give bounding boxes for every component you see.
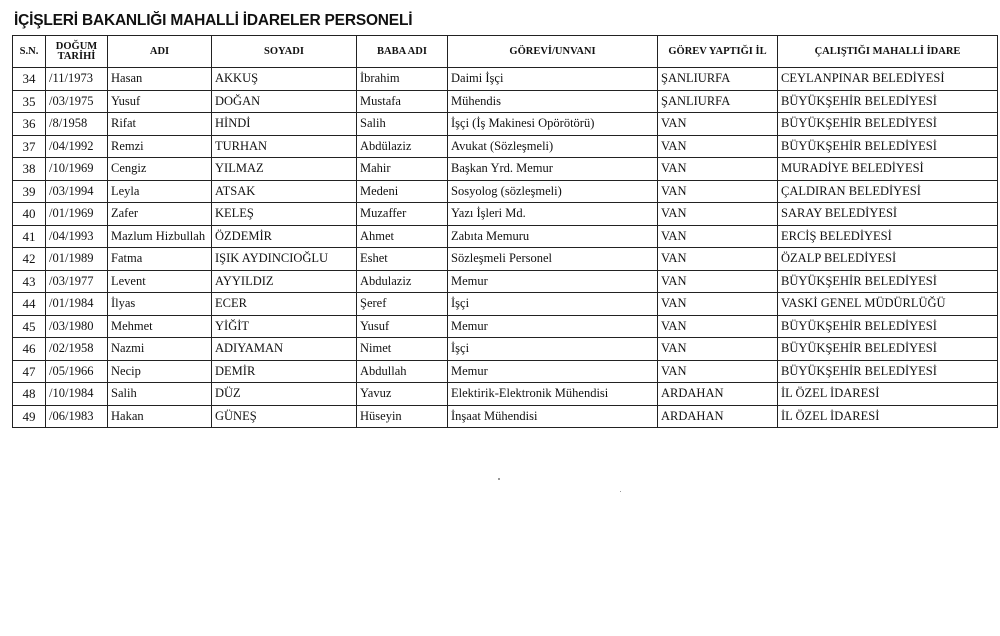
cell-gorevi: Başkan Yrd. Memur — [448, 158, 658, 181]
cell-gorevi: İşçi (İş Makinesi Opörötörü) — [448, 113, 658, 136]
cell-adi: Mazlum Hizbullah — [108, 225, 212, 248]
cell-idare: SARAY BELEDİYESİ — [778, 203, 998, 226]
cell-sn: 39 — [13, 180, 46, 203]
cell-gorev-il: VAN — [658, 113, 778, 136]
cell-baba-adi: Nimet — [357, 338, 448, 361]
cell-adi: Rifat — [108, 113, 212, 136]
cell-dogum-tarihi: /01/1969 — [46, 203, 108, 226]
cell-baba-adi: İbrahim — [357, 68, 448, 91]
cell-gorev-il: ŞANLIURFA — [658, 90, 778, 113]
cell-baba-adi: Muzaffer — [357, 203, 448, 226]
cell-gorevi: Zabıta Memuru — [448, 225, 658, 248]
cell-soyadi: ÖZDEMİR — [212, 225, 357, 248]
personnel-table — [12, 35, 998, 428]
cell-sn: 37 — [13, 135, 46, 158]
cell-adi: Cengiz — [108, 158, 212, 181]
cell-adi: Fatma — [108, 248, 212, 271]
cell-soyadi: TURHAN — [212, 135, 357, 158]
cell-soyadi: IŞIK AYDINCIOĞLU — [212, 248, 357, 271]
cell-soyadi: DOĞAN — [212, 90, 357, 113]
cell-soyadi: DÜZ — [212, 383, 357, 406]
cell-dogum-tarihi: /06/1983 — [46, 405, 108, 428]
cell-adi: Salih — [108, 383, 212, 406]
cell-soyadi: DEMİR — [212, 360, 357, 383]
cell-idare: BÜYÜKŞEHİR BELEDİYESİ — [778, 315, 998, 338]
cell-gorevi: Sosyolog (sözleşmeli) — [448, 180, 658, 203]
cell-dogum-tarihi: /03/1980 — [46, 315, 108, 338]
table-row — [13, 270, 998, 293]
cell-sn: 48 — [13, 383, 46, 406]
cell-gorev-il: VAN — [658, 180, 778, 203]
table-row — [13, 90, 998, 113]
cell-idare: BÜYÜKŞEHİR BELEDİYESİ — [778, 135, 998, 158]
table-row — [13, 158, 998, 181]
cell-soyadi: HİNDİ — [212, 113, 357, 136]
cell-adi: Levent — [108, 270, 212, 293]
cell-adi: Yusuf — [108, 90, 212, 113]
cell-gorev-il: ŞANLIURFA — [658, 68, 778, 91]
cell-dogum-tarihi: /03/1975 — [46, 90, 108, 113]
cell-baba-adi: Ahmet — [357, 225, 448, 248]
table-row — [13, 338, 998, 361]
cell-baba-adi: Mahir — [357, 158, 448, 181]
cell-baba-adi: Abdullah — [357, 360, 448, 383]
cell-dogum-tarihi: /01/1984 — [46, 293, 108, 316]
header-adi: ADI — [108, 36, 212, 68]
cell-idare: ÖZALP BELEDİYESİ — [778, 248, 998, 271]
cell-gorevi: İşçi — [448, 293, 658, 316]
cell-dogum-tarihi: /02/1958 — [46, 338, 108, 361]
cell-sn: 47 — [13, 360, 46, 383]
header-gorev-il: GÖREV YAPTIĞI İL — [658, 36, 778, 68]
cell-gorev-il: VAN — [658, 270, 778, 293]
table-row — [13, 405, 998, 428]
table-row — [13, 225, 998, 248]
cell-idare: İL ÖZEL İDARESİ — [778, 383, 998, 406]
table-row — [13, 293, 998, 316]
cell-adi: Leyla — [108, 180, 212, 203]
table-row — [13, 135, 998, 158]
table-row — [13, 113, 998, 136]
cell-baba-adi: Eshet — [357, 248, 448, 271]
cell-idare: ÇALDIRAN BELEDİYESİ — [778, 180, 998, 203]
cell-dogum-tarihi: /10/1969 — [46, 158, 108, 181]
cell-soyadi: YİĞİT — [212, 315, 357, 338]
cell-dogum-tarihi: /01/1989 — [46, 248, 108, 271]
cell-dogum-tarihi: /04/1993 — [46, 225, 108, 248]
cell-gorev-il: ARDAHAN — [658, 405, 778, 428]
cell-adi: Mehmet — [108, 315, 212, 338]
cell-gorevi: İşçi — [448, 338, 658, 361]
cell-gorevi: İnşaat Mühendisi — [448, 405, 658, 428]
cell-gorev-il: VAN — [658, 315, 778, 338]
header-dogum-line2: TARİHİ — [57, 50, 96, 62]
cell-gorev-il: VAN — [658, 225, 778, 248]
cell-adi: Remzi — [108, 135, 212, 158]
cell-baba-adi: Yavuz — [357, 383, 448, 406]
cell-baba-adi: Yusuf — [357, 315, 448, 338]
document-title: İÇİŞLERİ BAKANLIĞI MAHALLİ İDARELER PERSONELİ — [14, 12, 413, 29]
cell-soyadi: AYYILDIZ — [212, 270, 357, 293]
cell-baba-adi: Abdulaziz — [357, 270, 448, 293]
header-sn: S.N. — [13, 36, 46, 68]
cell-gorev-il: VAN — [658, 135, 778, 158]
header-dogum-line1: DOĞUM — [55, 40, 98, 52]
table-row — [13, 383, 998, 406]
table-row — [13, 360, 998, 383]
cell-gorev-il: VAN — [658, 158, 778, 181]
header-baba-adi: BABA ADI — [357, 36, 448, 68]
table-row — [13, 203, 998, 226]
cell-gorevi: Mühendis — [448, 90, 658, 113]
cell-idare: BÜYÜKŞEHİR BELEDİYESİ — [778, 270, 998, 293]
table-body — [13, 68, 998, 428]
cell-soyadi: YILMAZ — [212, 158, 357, 181]
cell-adi: Necip — [108, 360, 212, 383]
cell-gorev-il: VAN — [658, 293, 778, 316]
cell-dogum-tarihi: /03/1977 — [46, 270, 108, 293]
cell-idare: BÜYÜKŞEHİR BELEDİYESİ — [778, 360, 998, 383]
cell-sn: 49 — [13, 405, 46, 428]
cell-baba-adi: Abdülaziz — [357, 135, 448, 158]
cell-gorev-il: VAN — [658, 248, 778, 271]
cell-gorevi: Yazı İşleri Md. — [448, 203, 658, 226]
cell-dogum-tarihi: /10/1984 — [46, 383, 108, 406]
cell-gorevi: Daimi İşçi — [448, 68, 658, 91]
cell-dogum-tarihi: /03/1994 — [46, 180, 108, 203]
cell-idare: ERCİŞ BELEDİYESİ — [778, 225, 998, 248]
cell-gorevi: Memur — [448, 315, 658, 338]
cell-soyadi: GÜNEŞ — [212, 405, 357, 428]
cell-adi: Nazmi — [108, 338, 212, 361]
cell-sn: 44 — [13, 293, 46, 316]
table-header — [13, 36, 998, 68]
cell-idare: BÜYÜKŞEHİR BELEDİYESİ — [778, 113, 998, 136]
table-row — [13, 68, 998, 91]
header-soyadi: SOYADI — [212, 36, 357, 68]
cell-sn: 35 — [13, 90, 46, 113]
cell-idare: BÜYÜKŞEHİR BELEDİYESİ — [778, 338, 998, 361]
cell-baba-adi: Mustafa — [357, 90, 448, 113]
cell-dogum-tarihi: /8/1958 — [46, 113, 108, 136]
cell-baba-adi: Medeni — [357, 180, 448, 203]
cell-sn: 46 — [13, 338, 46, 361]
cell-gorevi: Avukat (Sözleşmeli) — [448, 135, 658, 158]
cell-baba-adi: Salih — [357, 113, 448, 136]
cell-gorevi: Sözleşmeli Personel — [448, 248, 658, 271]
header-dogum-tarihi — [46, 36, 108, 68]
cell-soyadi: AKKUŞ — [212, 68, 357, 91]
header-idare: ÇALIŞTIĞI MAHALLİ İDARE — [778, 36, 998, 68]
header-row — [13, 36, 998, 68]
cell-sn: 42 — [13, 248, 46, 271]
cell-dogum-tarihi: /04/1992 — [46, 135, 108, 158]
table-row — [13, 248, 998, 271]
cell-gorev-il: VAN — [658, 360, 778, 383]
cell-adi: Hasan — [108, 68, 212, 91]
cell-baba-adi: Şeref — [357, 293, 448, 316]
cell-gorev-il: VAN — [658, 203, 778, 226]
scan-speck — [498, 478, 500, 480]
cell-sn: 41 — [13, 225, 46, 248]
cell-gorev-il: VAN — [658, 338, 778, 361]
cell-adi: Zafer — [108, 203, 212, 226]
cell-sn: 40 — [13, 203, 46, 226]
cell-sn: 45 — [13, 315, 46, 338]
cell-idare: İL ÖZEL İDARESİ — [778, 405, 998, 428]
cell-dogum-tarihi: /05/1966 — [46, 360, 108, 383]
cell-sn: 36 — [13, 113, 46, 136]
cell-soyadi: ATSAK — [212, 180, 357, 203]
scan-speck — [620, 491, 621, 492]
cell-adi: İlyas — [108, 293, 212, 316]
cell-sn: 43 — [13, 270, 46, 293]
cell-adi: Hakan — [108, 405, 212, 428]
cell-idare: BÜYÜKŞEHİR BELEDİYESİ — [778, 90, 998, 113]
cell-sn: 38 — [13, 158, 46, 181]
cell-gorevi: Elektirik-Elektronik Mühendisi — [448, 383, 658, 406]
table-row — [13, 180, 998, 203]
cell-soyadi: ADIYAMAN — [212, 338, 357, 361]
cell-baba-adi: Hüseyin — [357, 405, 448, 428]
cell-idare: VASKİ GENEL MÜDÜRLÜĞÜ — [778, 293, 998, 316]
cell-idare: CEYLANPINAR BELEDİYESİ — [778, 68, 998, 91]
cell-gorevi: Memur — [448, 360, 658, 383]
cell-idare: MURADİYE BELEDİYESİ — [778, 158, 998, 181]
cell-soyadi: ECER — [212, 293, 357, 316]
cell-soyadi: KELEŞ — [212, 203, 357, 226]
cell-gorevi: Memur — [448, 270, 658, 293]
cell-sn: 34 — [13, 68, 46, 91]
cell-dogum-tarihi: /11/1973 — [46, 68, 108, 91]
header-gorevi: GÖREVİ/UNVANI — [448, 36, 658, 68]
table-row — [13, 315, 998, 338]
cell-gorev-il: ARDAHAN — [658, 383, 778, 406]
